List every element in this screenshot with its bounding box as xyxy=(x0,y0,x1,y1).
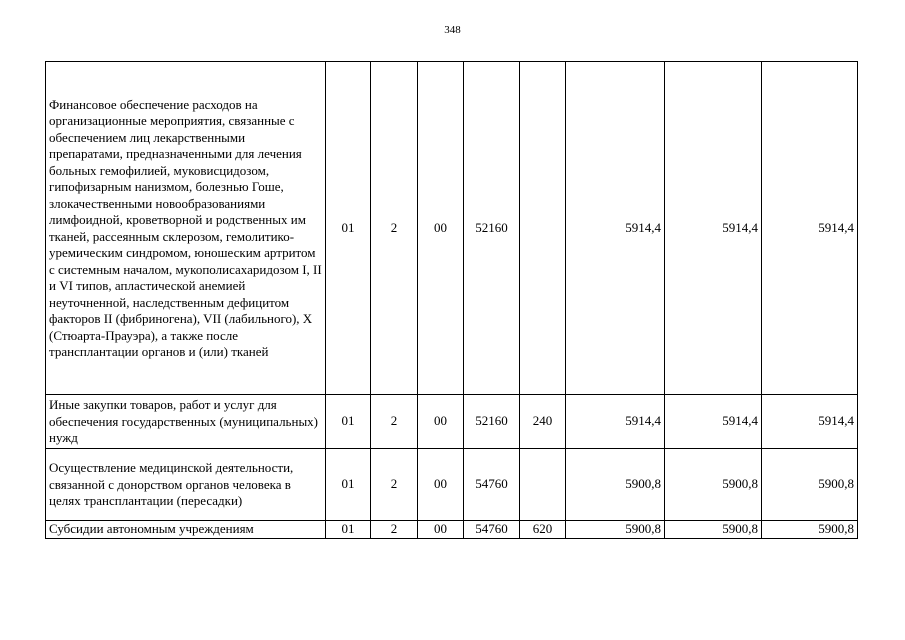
program-code: 2 xyxy=(371,395,418,449)
expense-type-code xyxy=(520,449,566,521)
direction-code: 54760 xyxy=(464,449,520,521)
amount-year-1: 5900,8 xyxy=(566,449,665,521)
row-name: Осуществление медицинской деятельности, связанной с донорством органов человека в целях трансплантации (пересадки) xyxy=(46,449,326,521)
table-row xyxy=(46,395,858,449)
row-name: Иные закупки товаров, работ и услуг для обеспечения государственных (муниципальных) нужд xyxy=(46,395,326,449)
section-code: 01 xyxy=(326,395,371,449)
expense-type-code: 240 xyxy=(520,395,566,449)
amount-year-1: 5900,8 xyxy=(566,521,665,539)
expense-type-code xyxy=(520,62,566,395)
row-name: Финансовое обеспечение расходов на организационные мероприятия, связанные с обеспечением лиц лекарственными препаратами, предназначенными для лечения больных гемофилией, муковисцидозом, гипофизарным нанизмом, болезнью Гоше, злокачественными новообразованиями лимфоидной, кроветворной и родственных им тканей, рассеянным склерозом, гемолитико-уремическим синдромом, юношеским артритом с системным началом, мукополисахаридозом I, II и VI типов, апластической анемией неуточненной, наследственным дефицитом факторов II (фибриногена), VII (лабильного), X (Стюарта-Прауэра), а также после трансплантации органов и (или) тканей xyxy=(46,62,326,395)
program-code: 2 xyxy=(371,449,418,521)
amount-year-3: 5914,4 xyxy=(762,62,858,395)
budget-table xyxy=(45,61,858,539)
section-code: 01 xyxy=(326,449,371,521)
program-code: 2 xyxy=(371,521,418,539)
expense-type-code: 620 xyxy=(520,521,566,539)
section-code: 01 xyxy=(326,521,371,539)
amount-year-3: 5900,8 xyxy=(762,521,858,539)
amount-year-2: 5914,4 xyxy=(665,62,762,395)
subprogram-code: 00 xyxy=(418,395,464,449)
page-number: 348 xyxy=(444,24,461,36)
table-row xyxy=(46,62,858,395)
section-code: 01 xyxy=(326,62,371,395)
direction-code: 54760 xyxy=(464,521,520,539)
amount-year-2: 5900,8 xyxy=(665,521,762,539)
subprogram-code: 00 xyxy=(418,521,464,539)
amount-year-1: 5914,4 xyxy=(566,395,665,449)
subprogram-code: 00 xyxy=(418,62,464,395)
subprogram-code: 00 xyxy=(418,449,464,521)
program-code: 2 xyxy=(371,62,418,395)
direction-code: 52160 xyxy=(464,62,520,395)
row-name: Субсидии автономным учреждениям xyxy=(46,521,326,539)
amount-year-2: 5900,8 xyxy=(665,449,762,521)
table-row xyxy=(46,521,858,539)
amount-year-3: 5900,8 xyxy=(762,449,858,521)
amount-year-3: 5914,4 xyxy=(762,395,858,449)
table-row xyxy=(46,449,858,521)
direction-code: 52160 xyxy=(464,395,520,449)
amount-year-1: 5914,4 xyxy=(566,62,665,395)
amount-year-2: 5914,4 xyxy=(665,395,762,449)
